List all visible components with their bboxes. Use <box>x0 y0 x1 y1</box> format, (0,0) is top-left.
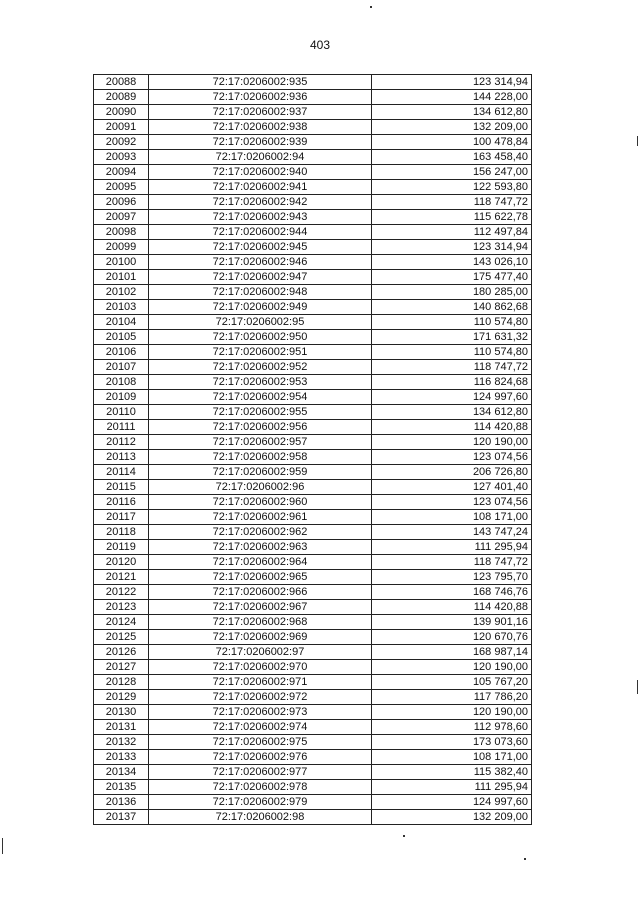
table-row <box>94 720 532 735</box>
table-row <box>94 390 532 405</box>
cadastral-number-cell: 72:17:0206002:960 <box>149 495 372 510</box>
scan-artifact-mark <box>2 838 3 854</box>
amount-cell: 118 747,72 <box>372 555 532 570</box>
registry-table-body <box>94 75 532 825</box>
amount-cell: 132 209,00 <box>372 810 532 825</box>
row-number-cell: 20104 <box>94 315 149 330</box>
row-number-cell: 20099 <box>94 240 149 255</box>
cadastral-number-cell: 72:17:0206002:937 <box>149 105 372 120</box>
amount-cell: 108 171,00 <box>372 510 532 525</box>
row-number-cell: 20134 <box>94 765 149 780</box>
cadastral-number-cell: 72:17:0206002:977 <box>149 765 372 780</box>
cadastral-number-cell: 72:17:0206002:972 <box>149 690 372 705</box>
table-row <box>94 585 532 600</box>
row-number-cell: 20120 <box>94 555 149 570</box>
cadastral-number-cell: 72:17:0206002:954 <box>149 390 372 405</box>
cadastral-number-cell: 72:17:0206002:962 <box>149 525 372 540</box>
cadastral-number-cell: 72:17:0206002:971 <box>149 675 372 690</box>
row-number-cell: 20132 <box>94 735 149 750</box>
cadastral-number-cell: 72:17:0206002:970 <box>149 660 372 675</box>
cadastral-number-cell: 72:17:0206002:942 <box>149 195 372 210</box>
cadastral-number-cell: 72:17:0206002:951 <box>149 345 372 360</box>
table-row <box>94 690 532 705</box>
amount-cell: 118 747,72 <box>372 195 532 210</box>
amount-cell: 105 767,20 <box>372 675 532 690</box>
amount-cell: 140 862,68 <box>372 300 532 315</box>
amount-cell: 127 401,40 <box>372 480 532 495</box>
cadastral-number-cell: 72:17:0206002:975 <box>149 735 372 750</box>
amount-cell: 123 795,70 <box>372 570 532 585</box>
row-number-cell: 20129 <box>94 690 149 705</box>
amount-cell: 168 987,14 <box>372 645 532 660</box>
table-row <box>94 480 532 495</box>
row-number-cell: 20094 <box>94 165 149 180</box>
cadastral-number-cell: 72:17:0206002:950 <box>149 330 372 345</box>
table-row <box>94 240 532 255</box>
row-number-cell: 20102 <box>94 285 149 300</box>
cadastral-number-cell: 72:17:0206002:948 <box>149 285 372 300</box>
row-number-cell: 20109 <box>94 390 149 405</box>
row-number-cell: 20097 <box>94 210 149 225</box>
row-number-cell: 20105 <box>94 330 149 345</box>
row-number-cell: 20103 <box>94 300 149 315</box>
cadastral-number-cell: 72:17:0206002:974 <box>149 720 372 735</box>
amount-cell: 156 247,00 <box>372 165 532 180</box>
table-row <box>94 150 532 165</box>
row-number-cell: 20089 <box>94 90 149 105</box>
table-row <box>94 270 532 285</box>
amount-cell: 132 209,00 <box>372 120 532 135</box>
scan-artifact-mark <box>370 6 372 8</box>
table-row <box>94 225 532 240</box>
amount-cell: 123 314,94 <box>372 75 532 90</box>
cadastral-number-cell: 72:17:0206002:952 <box>149 360 372 375</box>
cadastral-number-cell: 72:17:0206002:964 <box>149 555 372 570</box>
cadastral-number-cell: 72:17:0206002:953 <box>149 375 372 390</box>
row-number-cell: 20115 <box>94 480 149 495</box>
amount-cell: 124 997,60 <box>372 795 532 810</box>
row-number-cell: 20106 <box>94 345 149 360</box>
cadastral-number-cell: 72:17:0206002:943 <box>149 210 372 225</box>
row-number-cell: 20131 <box>94 720 149 735</box>
amount-cell: 114 420,88 <box>372 600 532 615</box>
amount-cell: 116 824,68 <box>372 375 532 390</box>
table-row <box>94 750 532 765</box>
row-number-cell: 20098 <box>94 225 149 240</box>
cadastral-number-cell: 72:17:0206002:947 <box>149 270 372 285</box>
page-number: 403 <box>309 38 331 52</box>
row-number-cell: 20108 <box>94 375 149 390</box>
amount-cell: 112 497,84 <box>372 225 532 240</box>
amount-cell: 206 726,80 <box>372 465 532 480</box>
row-number-cell: 20096 <box>94 195 149 210</box>
table-row <box>94 420 532 435</box>
amount-cell: 143 747,24 <box>372 525 532 540</box>
row-number-cell: 20088 <box>94 75 149 90</box>
amount-cell: 171 631,32 <box>372 330 532 345</box>
row-number-cell: 20127 <box>94 660 149 675</box>
amount-cell: 123 314,94 <box>372 240 532 255</box>
amount-cell: 124 997,60 <box>372 390 532 405</box>
scan-artifact-mark <box>524 858 526 860</box>
row-number-cell: 20123 <box>94 600 149 615</box>
table-row <box>94 780 532 795</box>
table-row <box>94 105 532 120</box>
amount-cell: 118 747,72 <box>372 360 532 375</box>
amount-cell: 143 026,10 <box>372 255 532 270</box>
row-number-cell: 20110 <box>94 405 149 420</box>
table-row <box>94 120 532 135</box>
row-number-cell: 20137 <box>94 810 149 825</box>
amount-cell: 117 786,20 <box>372 690 532 705</box>
cadastral-number-cell: 72:17:0206002:956 <box>149 420 372 435</box>
row-number-cell: 20114 <box>94 465 149 480</box>
table-row <box>94 630 532 645</box>
scan-artifact-mark <box>637 136 638 146</box>
amount-cell: 173 073,60 <box>372 735 532 750</box>
row-number-cell: 20125 <box>94 630 149 645</box>
table-row <box>94 540 532 555</box>
cadastral-number-cell: 72:17:0206002:94 <box>149 150 372 165</box>
table-row <box>94 510 532 525</box>
amount-cell: 122 593,80 <box>372 180 532 195</box>
cadastral-number-cell: 72:17:0206002:965 <box>149 570 372 585</box>
cadastral-number-cell: 72:17:0206002:941 <box>149 180 372 195</box>
amount-cell: 144 228,00 <box>372 90 532 105</box>
row-number-cell: 20107 <box>94 360 149 375</box>
table-row <box>94 405 532 420</box>
table-row <box>94 525 532 540</box>
amount-cell: 115 622,78 <box>372 210 532 225</box>
row-number-cell: 20136 <box>94 795 149 810</box>
cadastral-number-cell: 72:17:0206002:973 <box>149 705 372 720</box>
table-row <box>94 810 532 825</box>
amount-cell: 111 295,94 <box>372 540 532 555</box>
cadastral-number-cell: 72:17:0206002:944 <box>149 225 372 240</box>
table-row <box>94 360 532 375</box>
table-row <box>94 675 532 690</box>
row-number-cell: 20117 <box>94 510 149 525</box>
table-row <box>94 795 532 810</box>
amount-cell: 110 574,80 <box>372 315 532 330</box>
amount-cell: 120 670,76 <box>372 630 532 645</box>
table-row <box>94 465 532 480</box>
table-row <box>94 600 532 615</box>
row-number-cell: 20116 <box>94 495 149 510</box>
amount-cell: 163 458,40 <box>372 150 532 165</box>
amount-cell: 139 901,16 <box>372 615 532 630</box>
row-number-cell: 20092 <box>94 135 149 150</box>
cadastral-number-cell: 72:17:0206002:957 <box>149 435 372 450</box>
table-row <box>94 165 532 180</box>
scan-artifact-mark <box>403 835 405 837</box>
table-row <box>94 75 532 90</box>
cadastral-number-cell: 72:17:0206002:959 <box>149 465 372 480</box>
cadastral-number-cell: 72:17:0206002:939 <box>149 135 372 150</box>
cadastral-number-cell: 72:17:0206002:968 <box>149 615 372 630</box>
table-row <box>94 375 532 390</box>
cadastral-number-cell: 72:17:0206002:945 <box>149 240 372 255</box>
table-row <box>94 495 532 510</box>
table-row <box>94 570 532 585</box>
table-row <box>94 285 532 300</box>
row-number-cell: 20133 <box>94 750 149 765</box>
row-number-cell: 20091 <box>94 120 149 135</box>
amount-cell: 123 074,56 <box>372 450 532 465</box>
amount-cell: 175 477,40 <box>372 270 532 285</box>
table-row <box>94 330 532 345</box>
cadastral-number-cell: 72:17:0206002:938 <box>149 120 372 135</box>
cadastral-number-cell: 72:17:0206002:955 <box>149 405 372 420</box>
cadastral-number-cell: 72:17:0206002:976 <box>149 750 372 765</box>
amount-cell: 100 478,84 <box>372 135 532 150</box>
cadastral-number-cell: 72:17:0206002:949 <box>149 300 372 315</box>
row-number-cell: 20111 <box>94 420 149 435</box>
scan-artifact-mark <box>637 680 638 694</box>
row-number-cell: 20128 <box>94 675 149 690</box>
table-row <box>94 735 532 750</box>
table-row <box>94 345 532 360</box>
amount-cell: 180 285,00 <box>372 285 532 300</box>
cadastral-number-cell: 72:17:0206002:96 <box>149 480 372 495</box>
amount-cell: 112 978,60 <box>372 720 532 735</box>
cadastral-number-cell: 72:17:0206002:935 <box>149 75 372 90</box>
cadastral-number-cell: 72:17:0206002:961 <box>149 510 372 525</box>
cadastral-number-cell: 72:17:0206002:940 <box>149 165 372 180</box>
cadastral-number-cell: 72:17:0206002:936 <box>149 90 372 105</box>
cadastral-number-cell: 72:17:0206002:966 <box>149 585 372 600</box>
table-row <box>94 435 532 450</box>
cadastral-number-cell: 72:17:0206002:978 <box>149 780 372 795</box>
row-number-cell: 20130 <box>94 705 149 720</box>
table-row <box>94 315 532 330</box>
table-row <box>94 555 532 570</box>
cadastral-number-cell: 72:17:0206002:97 <box>149 645 372 660</box>
table-row <box>94 210 532 225</box>
amount-cell: 120 190,00 <box>372 660 532 675</box>
cadastral-number-cell: 72:17:0206002:95 <box>149 315 372 330</box>
row-number-cell: 20135 <box>94 780 149 795</box>
table-row <box>94 90 532 105</box>
row-number-cell: 20093 <box>94 150 149 165</box>
cadastral-number-cell: 72:17:0206002:963 <box>149 540 372 555</box>
table-row <box>94 300 532 315</box>
cadastral-number-cell: 72:17:0206002:946 <box>149 255 372 270</box>
amount-cell: 134 612,80 <box>372 405 532 420</box>
cadastral-number-cell: 72:17:0206002:98 <box>149 810 372 825</box>
registry-table <box>93 74 532 825</box>
row-number-cell: 20118 <box>94 525 149 540</box>
table-row <box>94 255 532 270</box>
amount-cell: 134 612,80 <box>372 105 532 120</box>
amount-cell: 115 382,40 <box>372 765 532 780</box>
amount-cell: 108 171,00 <box>372 750 532 765</box>
amount-cell: 120 190,00 <box>372 705 532 720</box>
cadastral-number-cell: 72:17:0206002:969 <box>149 630 372 645</box>
amount-cell: 123 074,56 <box>372 495 532 510</box>
row-number-cell: 20101 <box>94 270 149 285</box>
table-row <box>94 765 532 780</box>
row-number-cell: 20100 <box>94 255 149 270</box>
row-number-cell: 20119 <box>94 540 149 555</box>
row-number-cell: 20095 <box>94 180 149 195</box>
row-number-cell: 20121 <box>94 570 149 585</box>
row-number-cell: 20090 <box>94 105 149 120</box>
amount-cell: 114 420,88 <box>372 420 532 435</box>
amount-cell: 110 574,80 <box>372 345 532 360</box>
table-row <box>94 615 532 630</box>
row-number-cell: 20122 <box>94 585 149 600</box>
table-row <box>94 645 532 660</box>
cadastral-number-cell: 72:17:0206002:958 <box>149 450 372 465</box>
row-number-cell: 20124 <box>94 615 149 630</box>
row-number-cell: 20113 <box>94 450 149 465</box>
amount-cell: 111 295,94 <box>372 780 532 795</box>
table-row <box>94 660 532 675</box>
table-row <box>94 705 532 720</box>
cadastral-number-cell: 72:17:0206002:967 <box>149 600 372 615</box>
table-row <box>94 135 532 150</box>
cadastral-number-cell: 72:17:0206002:979 <box>149 795 372 810</box>
row-number-cell: 20126 <box>94 645 149 660</box>
amount-cell: 120 190,00 <box>372 435 532 450</box>
table-row <box>94 195 532 210</box>
row-number-cell: 20112 <box>94 435 149 450</box>
table-row <box>94 450 532 465</box>
table-row <box>94 180 532 195</box>
amount-cell: 168 746,76 <box>372 585 532 600</box>
